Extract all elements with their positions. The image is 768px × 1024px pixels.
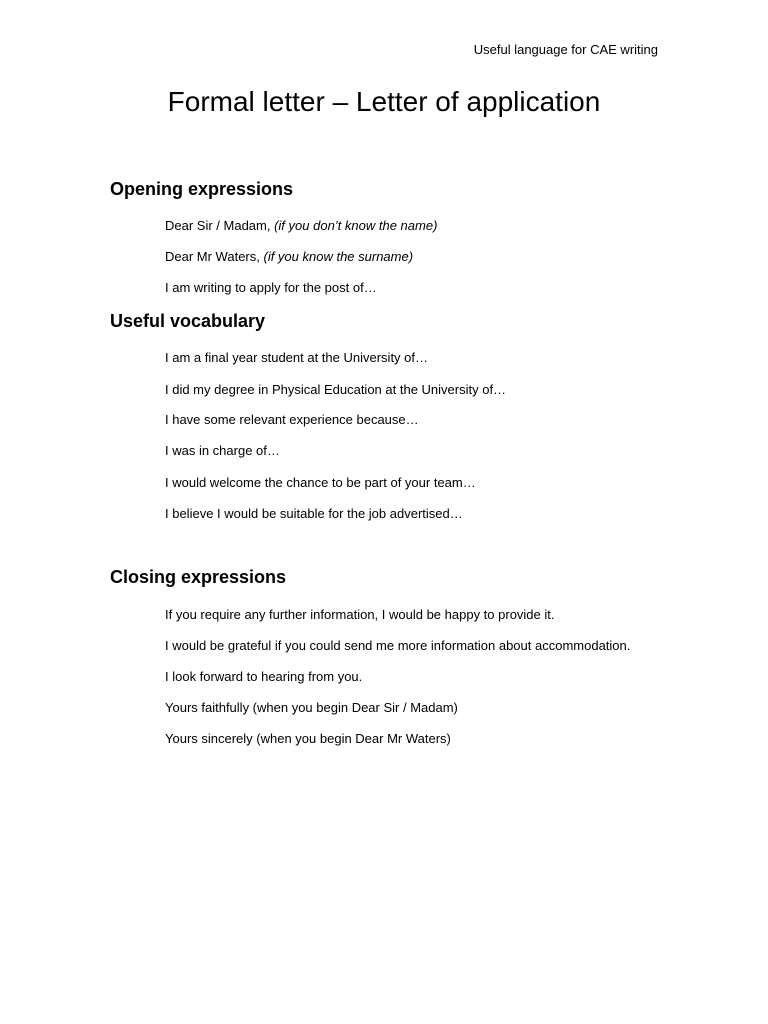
phrase-text: I was in charge of…	[165, 443, 280, 458]
phrase-text: Yours sincerely (when you begin Dear Mr Waters)	[165, 731, 451, 746]
phrase-text: I would be grateful if you could send me more information about accommodation.	[165, 638, 631, 653]
phrase-text: I am a final year student at the University of…	[165, 350, 429, 365]
list-item	[165, 475, 476, 490]
running-header: Useful language for CAE writing	[473, 42, 658, 57]
phrase-text: I believe I would be suitable for the job advertised…	[165, 506, 463, 521]
page-title: Formal letter – Letter of application	[167, 86, 601, 117]
section-heading-opening: Opening expressions	[110, 179, 294, 199]
phrase-note: (if you don’t know the name)	[274, 218, 438, 233]
list-item	[165, 382, 506, 397]
list-item	[165, 506, 463, 521]
list-item	[165, 731, 451, 746]
phrase-text: If you require any further information, I would be happy to provide it.	[165, 607, 555, 622]
phrase-text: Dear Sir / Madam,	[165, 218, 275, 233]
list-item	[165, 412, 419, 427]
section-heading-closing: Closing expressions	[110, 567, 287, 587]
list-item	[165, 350, 428, 365]
list-item	[165, 218, 437, 233]
phrase-text: I have some relevant experience because…	[165, 412, 419, 427]
phrase-text: Dear Mr Waters,	[165, 249, 264, 264]
list-item	[165, 443, 280, 458]
phrase-text: Yours faithfully (when you begin Dear Sir / Madam)	[165, 700, 458, 715]
list-item	[165, 669, 362, 684]
phrase-text: I am writing to apply for the post of…	[165, 280, 377, 295]
list-item	[165, 607, 555, 622]
list-item	[165, 280, 377, 295]
list-item	[165, 638, 630, 653]
list-item	[165, 249, 413, 264]
phrase-text: I would welcome the chance to be part of your team…	[165, 475, 476, 490]
phrase-note: (if you know the surname)	[263, 249, 414, 264]
phrase-text: I look forward to hearing from you.	[165, 669, 363, 684]
phrase-text: I did my degree in Physical Education at the University of…	[165, 382, 507, 397]
section-heading-vocabulary: Useful vocabulary	[110, 311, 266, 331]
list-item	[165, 700, 458, 715]
